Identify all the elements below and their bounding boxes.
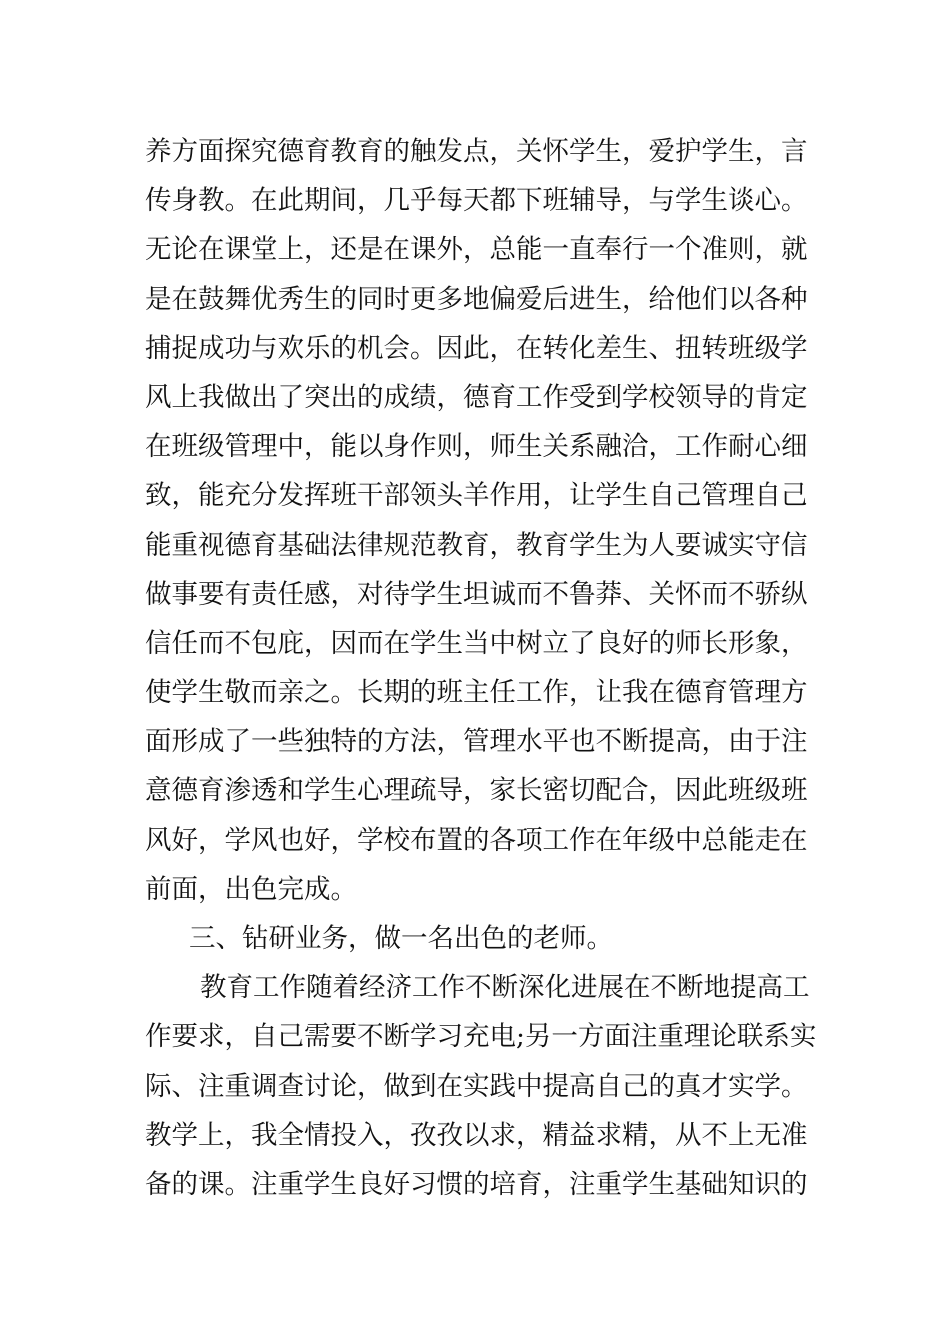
paragraph-line: 作要求，自己需要不断学习充电;另一方面注重理论联系实 [145,1021,817,1053]
paragraph-line: 备的课。注重学生良好习惯的培育，注重学生基础知识的 [145,1168,808,1200]
text-line: 养方面探究德育教育的触发点，关怀学生，爱护学生，言 [145,136,808,167]
text-line: 前面，出色完成。 [145,873,357,905]
text-line: 在班级管理中，能以身作则，师生关系融洽，工作耐心细 [145,431,808,463]
text-line: 做事要有责任感，对待学生坦诚而不鲁莽、关怀而不骄纵 [145,578,808,610]
text-line: 是在鼓舞优秀生的同时更多地偏爱后进生，给他们以各种 [145,283,808,315]
paragraph-line: 际、注重调查讨论，做到在实践中提高自己的真才实学。 [145,1070,808,1102]
text-line: 使学生敬而亲之。长期的班主任工作，让我在德育管理方 [145,677,808,709]
text-line: 风上我做出了突出的成绩，德育工作受到学校领导的肯定 [145,381,808,413]
section-heading: 三、钻研业务，做一名出色的老师。 [189,923,613,954]
body-text [145,127,825,1209]
text-line: 致，能充分发挥班干部领头羊作用，让学生自己管理自己 [145,480,808,512]
text-line: 风好，学风也好，学校布置的各项工作在年级中总能走在 [145,824,808,856]
text-line: 能重视德育基础法律规范教育，教育学生为人要诚实守信 [145,529,808,561]
text-line: 无论在课堂上，还是在课外，总能一直奉行一个准则，就 [145,234,808,266]
paragraph-line: 教学上，我全情投入，孜孜以求，精益求精，从不上无准 [145,1119,808,1151]
text-line: 意德育渗透和学生心理疏导，家长密切配合，因此班级班 [145,775,808,807]
text-line: 捕捉成功与欢乐的机会。因此，在转化差生、扭转班级学 [145,332,808,364]
text-line: 面形成了一些独特的方法，管理水平也不断提高，由于注 [145,726,808,758]
text-line: 传身教。在此期间，几乎每天都下班辅导，与学生谈心。 [145,185,808,217]
text-line: 信任而不包庇，因而在学生当中树立了良好的师长形象， [145,627,808,659]
paragraph-line: 教育工作随着经济工作不断深化进展在不断地提高工 [200,972,810,1004]
